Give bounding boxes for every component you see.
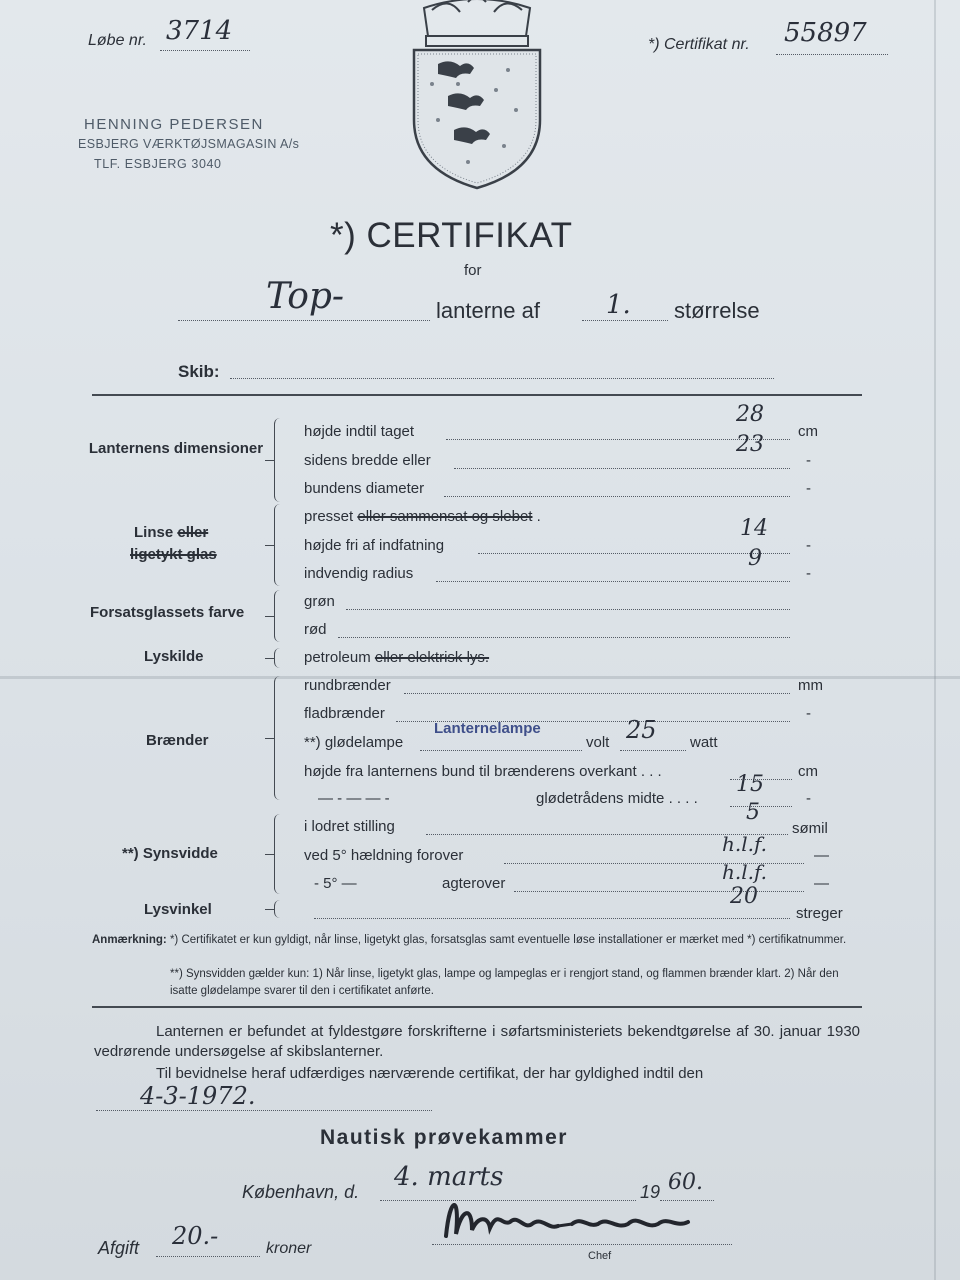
stamp-line-1: HENNING PEDERSEN	[84, 116, 264, 133]
dotted-line	[620, 750, 686, 751]
visibility-row-aft-prefix: - 5° —	[314, 875, 357, 892]
certificate-dotted-line	[776, 54, 888, 55]
burner-filament-value: 15	[736, 772, 764, 797]
bulb-watt-label: watt	[690, 734, 718, 751]
fee-handwritten: 20.-	[172, 1222, 219, 1250]
dimensions-height-value: 28	[736, 402, 764, 427]
bulb-stamp: Lanternelampe	[434, 720, 541, 737]
lens-row-radius: indvendig radius	[304, 565, 414, 582]
dotted-line	[404, 693, 790, 694]
paper-fold-vertical	[934, 0, 936, 1280]
lobe-number: 3714	[166, 16, 233, 46]
light-angle-label: Lysvinkel	[144, 901, 212, 918]
lens-pressed-strike: eller sammensat og slebet	[357, 508, 533, 525]
note-2: **) Synsvidden gælder kun: 1) Når linse, ligetykt glas, lampe og lampeglas er i rengjort stand, og flammen brænder klart. 2) Når den isatte glødelampe svarer til den i certifikatet anførte.	[170, 968, 839, 997]
bottom-divider	[92, 1006, 862, 1008]
certificate-title: *) CERTIFIKAT	[330, 216, 573, 255]
size-text: størrelse	[674, 298, 760, 323]
dimensions-row-height: højde indtil taget	[304, 423, 415, 440]
visibility-forward-value: h.l.f.	[722, 832, 768, 856]
dimensions-label: Lanternens dimensioner	[88, 440, 264, 457]
dotted-line	[338, 637, 790, 638]
burner-row-dashes: — - — — -	[318, 790, 390, 807]
lens-label-a: Linse	[134, 524, 174, 541]
visibility-row-forward: ved 5° hældning forover	[304, 847, 464, 864]
glass-label: Forsatsglassets farve	[90, 604, 245, 621]
light-angle-brace	[274, 900, 285, 918]
glass-row-green: grøn	[304, 593, 335, 610]
burner-height-unit: cm	[798, 763, 818, 780]
lens-row-height: højde fri af indfatning	[304, 537, 445, 554]
dimensions-row-diameter: bundens diameter	[304, 480, 425, 497]
lantern-size-handwritten: 1.	[606, 290, 631, 320]
burner-flat-unit: -	[806, 705, 811, 722]
city-date-label: København, d.	[242, 1182, 360, 1202]
lens-radius-value: 9	[748, 546, 762, 571]
lens-pressed-text: presset	[304, 508, 354, 525]
visibility-forward-unit: —	[814, 847, 829, 864]
fee-label: Afgift	[98, 1238, 140, 1258]
light-source-label: Lyskilde	[144, 648, 204, 665]
validity-paragraph: Til bevidnelse heraf udfærdiges nærværende certifikat, der har gyldighed indtil den	[156, 1065, 704, 1082]
fee-unit: kroner	[266, 1240, 312, 1257]
dotted-line	[478, 553, 790, 554]
burner-brace	[274, 676, 285, 800]
lens-height-value: 14	[740, 516, 768, 541]
dotted-line	[514, 891, 804, 892]
certificate-number: 55897	[784, 18, 867, 48]
lens-brace	[274, 504, 285, 586]
stamp-line-3: TLF. ESBJERG 3040	[94, 157, 222, 171]
note-1	[92, 932, 860, 949]
visibility-row-aft: agterover	[442, 875, 506, 892]
glass-row-red: rød	[304, 621, 327, 638]
burner-row-height: højde fra lanternens bund til brænderens overkant . . .	[304, 763, 662, 780]
lens-label	[134, 524, 208, 541]
burner-row-bulb: **) glødelampe	[304, 734, 404, 751]
burner-round-unit: mm	[798, 677, 823, 694]
visibility-vertical-value: 5	[746, 800, 760, 825]
visibility-brace	[274, 814, 285, 894]
top-divider	[92, 394, 862, 396]
burner-filament-unit: -	[806, 790, 811, 807]
chef-label: Chef	[588, 1250, 612, 1262]
visibility-row-vertical: i lodret stilling	[304, 818, 395, 835]
valid-until-handwritten: 4-3-1972.	[140, 1082, 256, 1110]
note-label: Anmærkning:	[92, 934, 167, 946]
bulb-watt-value: 25	[626, 716, 657, 744]
note-1-text: *) Certifikatet er kun gyldigt, når linse, ligetykt glas, forsatsglas samt eventuelle løse installationer er mærket med *) certifikatnummer.	[169, 934, 847, 946]
light-angle-value: 20	[730, 884, 758, 909]
ship-dotted-line	[230, 378, 774, 379]
danish-coat-of-arms-icon	[408, 0, 546, 192]
size-dotted-line	[582, 320, 668, 321]
glass-brace	[274, 590, 285, 642]
dotted-line	[454, 468, 790, 469]
date-handwritten: 4. marts	[394, 1162, 504, 1192]
signature-dotted-line	[432, 1244, 732, 1245]
findings-paragraph: Lanternen er befundet at fyldestgøre forskrifterne i søfartsministeriets bekendtgørelse af 30. januar 1930 vedrørende undersøgelse af skibslanterner.	[94, 1023, 860, 1060]
fee-dotted-line	[156, 1256, 260, 1257]
ship-label: Skib:	[178, 362, 220, 381]
year-suffix-handwritten: 60.	[668, 1170, 703, 1195]
stamp-line-2: ESBJERG VÆRKTØJSMAGASIN A/s	[78, 137, 300, 151]
dotted-line	[436, 581, 790, 582]
visibility-label: **) Synsvidde	[122, 845, 218, 862]
lens-label-b: eller	[177, 524, 209, 541]
lens-height-unit: -	[806, 537, 811, 554]
visibility-vertical-unit: sømil	[792, 820, 828, 837]
burner-row-flat: fladbrænder	[304, 705, 385, 722]
dotted-line	[444, 496, 790, 497]
dimensions-diameter-unit: -	[806, 480, 811, 497]
authority-name: Nautisk prøvekammer	[320, 1126, 568, 1149]
lens-radius-unit: -	[806, 565, 811, 582]
title-for: for	[464, 262, 482, 279]
light-source-text: petroleum	[304, 649, 371, 666]
burner-filament-text: glødetrådens midte . . . .	[536, 790, 698, 807]
lens-label-c: ligetykt glas	[130, 546, 217, 563]
lantern-text: lanterne af	[436, 298, 540, 323]
light-source-row	[304, 649, 489, 666]
dotted-line	[730, 806, 792, 807]
bulb-volt-label: volt	[586, 734, 610, 751]
lantern-type-dotted-line	[178, 320, 430, 321]
dimensions-width-value: 23	[736, 432, 764, 457]
year-prefix: 19	[640, 1182, 661, 1202]
lobe-dotted-line	[160, 50, 250, 51]
dimensions-brace	[274, 418, 285, 502]
dimensions-width-unit: -	[806, 452, 811, 469]
burner-row-round: rundbrænder	[304, 677, 391, 694]
dotted-line	[346, 609, 790, 610]
lantern-type-handwritten: Top-	[266, 276, 345, 317]
visibility-aft-value: h.l.f.	[722, 860, 768, 884]
dotted-line	[314, 918, 790, 919]
light-source-brace	[274, 648, 285, 668]
visibility-aft-unit: —	[814, 875, 829, 892]
chef-signature	[432, 1186, 702, 1256]
light-source-strike: eller elektrisk lys.	[374, 649, 490, 666]
dimensions-height-unit: cm	[798, 423, 818, 440]
lens-row-pressed: presset eller sammensat og slebet .	[304, 508, 541, 525]
light-angle-unit: streger	[796, 905, 843, 922]
burner-label: Brænder	[146, 732, 209, 749]
certificate-number-label: *) Certifikat nr.	[648, 36, 750, 53]
valid-until-dotted-line	[96, 1110, 432, 1111]
dimensions-row-width: sidens bredde eller	[304, 452, 431, 469]
dotted-line	[420, 750, 582, 751]
lobe-label: Løbe nr.	[88, 32, 147, 49]
